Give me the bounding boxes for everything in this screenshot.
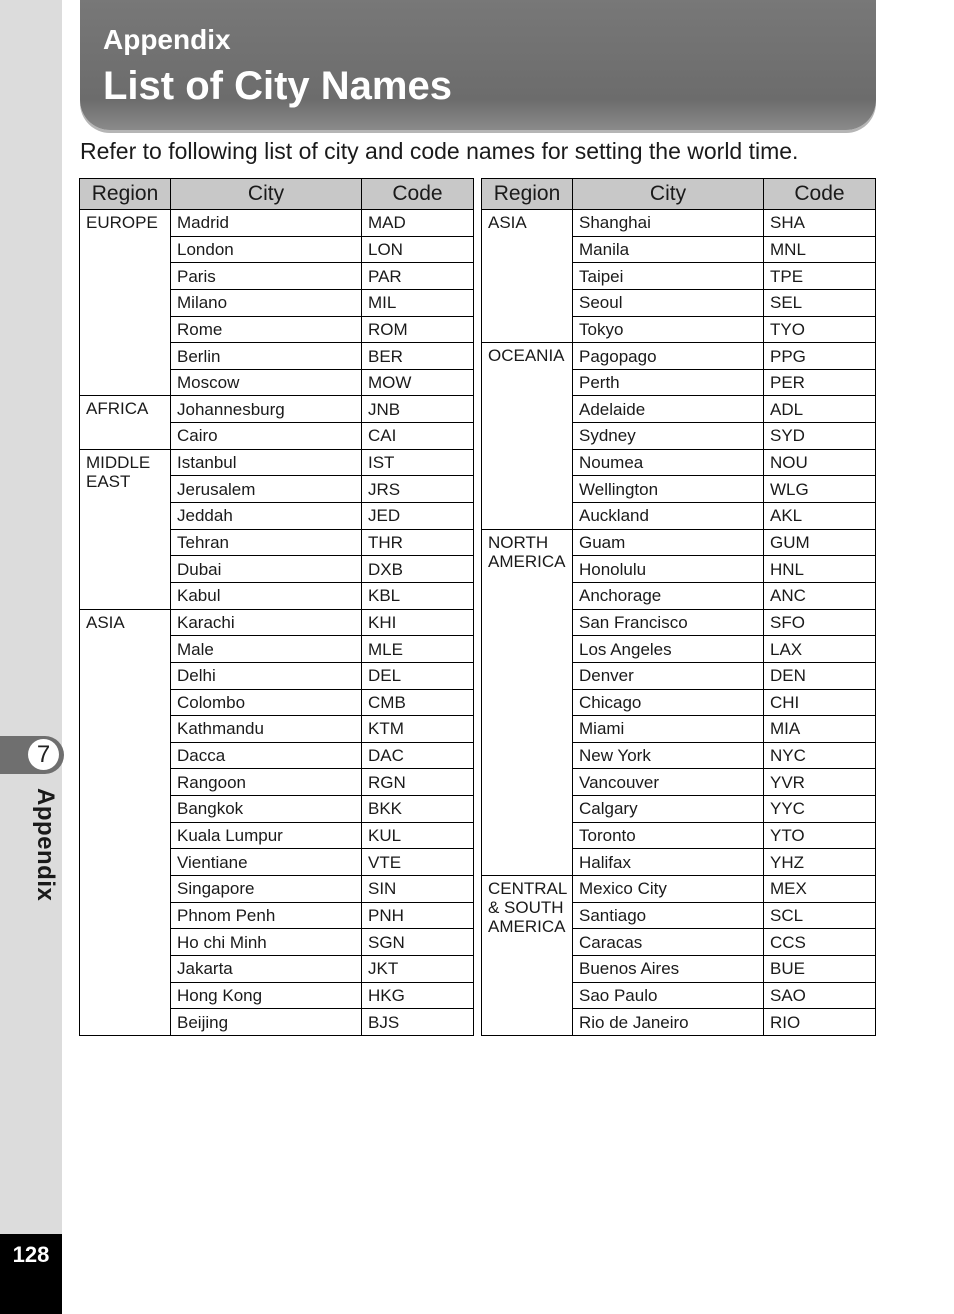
city-cell: Kuala Lumpur xyxy=(171,822,362,849)
city-cell: Honolulu xyxy=(573,556,764,583)
code-cell: KTM xyxy=(362,716,474,743)
code-cell: SYD xyxy=(764,423,876,450)
page-number: 128 xyxy=(12,1242,50,1267)
code-cell: HNL xyxy=(764,556,876,583)
code-cell: TYO xyxy=(764,316,876,343)
region-cell: AFRICA xyxy=(80,396,171,449)
code-cell: HKG xyxy=(362,982,474,1009)
city-cell: Delhi xyxy=(171,662,362,689)
city-cell: Sao Paulo xyxy=(573,982,764,1009)
city-cell: Cairo xyxy=(171,423,362,450)
city-cell: Toronto xyxy=(573,822,764,849)
city-cell: Jerusalem xyxy=(171,476,362,503)
city-cell: Jakarta xyxy=(171,955,362,982)
city-table-right xyxy=(481,178,876,1036)
code-cell: JKT xyxy=(362,955,474,982)
code-cell: MAD xyxy=(362,210,474,237)
table-header-row xyxy=(80,179,474,210)
city-cell: Shanghai xyxy=(573,210,764,237)
city-cell: London xyxy=(171,236,362,263)
code-cell: SHA xyxy=(764,210,876,237)
code-cell: SCL xyxy=(764,902,876,929)
code-cell: CHI xyxy=(764,689,876,716)
code-cell: BUE xyxy=(764,955,876,982)
city-cell: Dubai xyxy=(171,556,362,583)
chapter-number: 7 xyxy=(28,739,59,770)
city-cell: Tehran xyxy=(171,529,362,556)
table-row xyxy=(482,529,876,556)
code-cell: VTE xyxy=(362,849,474,876)
city-cell: Halifax xyxy=(573,849,764,876)
city-cell: Santiago xyxy=(573,902,764,929)
city-header: City xyxy=(573,179,764,210)
intro-text: Refer to following list of city and code names for setting the world time. xyxy=(80,138,799,164)
code-cell: RIO xyxy=(764,1009,876,1036)
city-cell: Miami xyxy=(573,716,764,743)
code-cell: MIL xyxy=(362,289,474,316)
code-cell: DAC xyxy=(362,742,474,769)
city-cell: Rome xyxy=(171,316,362,343)
side-strip xyxy=(0,0,62,1234)
code-cell: JNB xyxy=(362,396,474,423)
code-cell: WLG xyxy=(764,476,876,503)
code-cell: PAR xyxy=(362,263,474,290)
city-cell: Colombo xyxy=(171,689,362,716)
city-cell: Anchorage xyxy=(573,582,764,609)
city-cell: Seoul xyxy=(573,289,764,316)
city-cell: Vancouver xyxy=(573,769,764,796)
table-row xyxy=(80,449,474,476)
region-cell: EUROPE xyxy=(80,210,171,396)
city-cell: Tokyo xyxy=(573,316,764,343)
city-cell: Moscow xyxy=(171,369,362,396)
city-cell: Buenos Aires xyxy=(573,955,764,982)
code-header: Code xyxy=(362,179,474,210)
code-cell: KBL xyxy=(362,582,474,609)
region-cell: ASIA xyxy=(80,609,171,1035)
city-table-left xyxy=(79,178,474,1036)
code-cell: TPE xyxy=(764,263,876,290)
code-cell: YTO xyxy=(764,822,876,849)
city-cell: Taipei xyxy=(573,263,764,290)
table-row xyxy=(80,396,474,423)
code-cell: RGN xyxy=(362,769,474,796)
code-cell: JED xyxy=(362,503,474,530)
city-cell: Auckland xyxy=(573,503,764,530)
city-cell: New York xyxy=(573,742,764,769)
city-cell: Hong Kong xyxy=(171,982,362,1009)
city-cell: Pagopago xyxy=(573,343,764,370)
table-row xyxy=(482,876,876,903)
code-cell: NYC xyxy=(764,742,876,769)
code-cell: ADL xyxy=(764,396,876,423)
code-cell: THR xyxy=(362,529,474,556)
table-row xyxy=(80,210,474,237)
city-cell: Beijing xyxy=(171,1009,362,1036)
city-cell: Noumea xyxy=(573,449,764,476)
city-cell: Adelaide xyxy=(573,396,764,423)
region-cell: CENTRAL & SOUTH AMERICA xyxy=(482,876,573,1036)
city-cell: Chicago xyxy=(573,689,764,716)
table-row xyxy=(482,210,876,237)
region-cell: MIDDLE EAST xyxy=(80,449,171,609)
city-cell: Singapore xyxy=(171,876,362,903)
city-cell: Bangkok xyxy=(171,796,362,823)
code-cell: MEX xyxy=(764,876,876,903)
city-cell: Dacca xyxy=(171,742,362,769)
city-header: City xyxy=(171,179,362,210)
code-cell: DXB xyxy=(362,556,474,583)
code-cell: YYC xyxy=(764,796,876,823)
code-cell: CCS xyxy=(764,929,876,956)
region-cell: ASIA xyxy=(482,210,573,343)
region-header: Region xyxy=(482,179,573,210)
code-cell: PPG xyxy=(764,343,876,370)
code-cell: CAI xyxy=(362,423,474,450)
code-cell: SFO xyxy=(764,609,876,636)
code-cell: ANC xyxy=(764,582,876,609)
code-cell: MNL xyxy=(764,236,876,263)
city-cell: Perth xyxy=(573,369,764,396)
chapter-label: Appendix xyxy=(32,788,59,902)
city-cell: Denver xyxy=(573,662,764,689)
city-cell: Caracas xyxy=(573,929,764,956)
code-cell: SEL xyxy=(764,289,876,316)
table-row xyxy=(80,609,474,636)
region-cell: NORTH AMERICA xyxy=(482,529,573,875)
city-cell: Mexico City xyxy=(573,876,764,903)
city-cell: Kabul xyxy=(171,582,362,609)
city-cell: Vientiane xyxy=(171,849,362,876)
code-cell: DEL xyxy=(362,662,474,689)
city-cell: Los Angeles xyxy=(573,636,764,663)
code-cell: SGN xyxy=(362,929,474,956)
city-cell: Male xyxy=(171,636,362,663)
code-cell: KUL xyxy=(362,822,474,849)
code-cell: DEN xyxy=(764,662,876,689)
code-cell: PER xyxy=(764,369,876,396)
code-cell: YVR xyxy=(764,769,876,796)
code-header: Code xyxy=(764,179,876,210)
table-row xyxy=(482,343,876,370)
code-cell: MIA xyxy=(764,716,876,743)
code-cell: BER xyxy=(362,343,474,370)
code-cell: AKL xyxy=(764,503,876,530)
code-cell: LON xyxy=(362,236,474,263)
code-cell: SIN xyxy=(362,876,474,903)
city-cell: Milano xyxy=(171,289,362,316)
code-cell: SAO xyxy=(764,982,876,1009)
page-title: List of City Names xyxy=(103,64,452,108)
code-cell: BJS xyxy=(362,1009,474,1036)
code-cell: CMB xyxy=(362,689,474,716)
table-body-right xyxy=(482,210,876,1036)
city-cell: Ho chi Minh xyxy=(171,929,362,956)
city-cell: Calgary xyxy=(573,796,764,823)
code-cell: BKK xyxy=(362,796,474,823)
city-cell: Guam xyxy=(573,529,764,556)
city-cell: Phnom Penh xyxy=(171,902,362,929)
code-cell: YHZ xyxy=(764,849,876,876)
code-cell: NOU xyxy=(764,449,876,476)
city-cell: Manila xyxy=(573,236,764,263)
region-header: Region xyxy=(80,179,171,210)
city-cell: Madrid xyxy=(171,210,362,237)
section-label: Appendix xyxy=(103,24,231,55)
city-cell: San Francisco xyxy=(573,609,764,636)
city-cell: Rio de Janeiro xyxy=(573,1009,764,1036)
city-cell: Sydney xyxy=(573,423,764,450)
code-cell: KHI xyxy=(362,609,474,636)
city-cell: Jeddah xyxy=(171,503,362,530)
city-cell: Karachi xyxy=(171,609,362,636)
city-cell: Wellington xyxy=(573,476,764,503)
table-header-row xyxy=(482,179,876,210)
region-cell: OCEANIA xyxy=(482,343,573,529)
table-body-left xyxy=(80,210,474,1036)
code-cell: PNH xyxy=(362,902,474,929)
city-cell: Paris xyxy=(171,263,362,290)
city-cell: Kathmandu xyxy=(171,716,362,743)
city-cell: Johannesburg xyxy=(171,396,362,423)
code-cell: MLE xyxy=(362,636,474,663)
city-cell: Berlin xyxy=(171,343,362,370)
code-cell: JRS xyxy=(362,476,474,503)
code-cell: ROM xyxy=(362,316,474,343)
code-cell: LAX xyxy=(764,636,876,663)
code-cell: MOW xyxy=(362,369,474,396)
code-cell: IST xyxy=(362,449,474,476)
code-cell: GUM xyxy=(764,529,876,556)
city-cell: Istanbul xyxy=(171,449,362,476)
city-cell: Rangoon xyxy=(171,769,362,796)
